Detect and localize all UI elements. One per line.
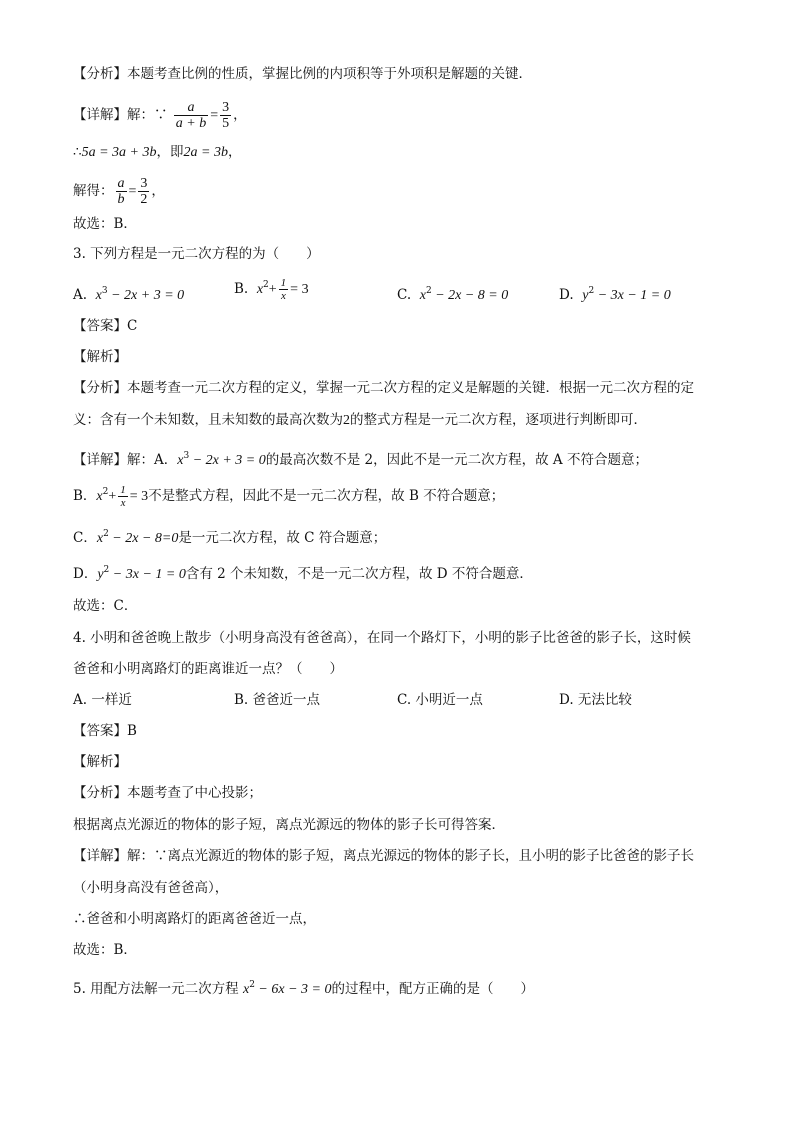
q2-analysis-text: 本题考查比例的性质，掌握比例的内项积等于外项积是解题的关键． — [127, 66, 532, 82]
q3-option-c — [397, 281, 508, 306]
q3-opt-a-sup: 3 — [101, 286, 108, 296]
q3-detail-a-base: x — [177, 453, 184, 468]
q2-detail-prefix: 解：∵ — [127, 107, 168, 123]
q5-title-a: 5. 用配方法解一元二次方程 — [73, 981, 239, 997]
answer-tag: 【答案】 — [73, 318, 127, 334]
q4-analysis-line2: 根据离点光源近的物体的影子短，离点光源远的物体的影子长可得答案． — [73, 817, 505, 833]
q3-detail-a-prefix: 解：A． — [127, 452, 178, 468]
q2-detail-line — [73, 100, 247, 131]
q3-opt-c-sup: 2 — [425, 286, 432, 296]
q5-eq-base: x — [242, 982, 250, 997]
q3-opt-d-label: D. — [559, 287, 574, 303]
q5-title-b: 的过程中，配方正确的是（ ） — [331, 981, 534, 997]
q3-opt-b-frac — [279, 277, 289, 302]
analysis-tag: 【分析】 — [73, 66, 127, 82]
q2-step3-end: ， — [151, 183, 165, 199]
q3-detail-c-text: 是一元二次方程，故 C 符合题意； — [178, 530, 387, 546]
q2-step3-line — [73, 176, 165, 207]
answer-tag: 【答案】 — [73, 723, 127, 739]
q4-option-b: B. 爸爸近一点 — [234, 692, 321, 708]
q2-step3-rfrac — [138, 176, 149, 207]
q3-explain-tag: 【解析】 — [73, 349, 127, 365]
q3-detail-a-sup: 3 — [183, 451, 190, 461]
q3-detail-b-den: x — [120, 497, 126, 509]
q3-analysis-text1: 本题考查一元二次方程的定义，掌握一元二次方程的定义是解题的关键．根据一元二次方程的定 — [127, 380, 694, 396]
q4-detail-line2: （小明身高没有爸爸高）， — [73, 880, 229, 896]
q4-answer-line — [73, 721, 137, 741]
q3-opt-d-rest: − 3x − 1 = 0 — [594, 288, 671, 303]
q5-eq-rest: − 6x − 3 = 0 — [254, 982, 332, 997]
q4-choose: 故选：B． — [73, 942, 137, 958]
q3-detail-b-base: x — [96, 489, 103, 504]
q3-detail-c-rest: − 2x − 8=0 — [108, 531, 179, 546]
q3-opt-b-plus: + — [268, 282, 277, 297]
q2-step3-rden: 2 — [140, 192, 148, 207]
q4-detail-line1 — [73, 846, 694, 866]
q3-opt-a-rest: − 2x + 3 = 0 — [107, 288, 185, 303]
q3-detail-a-line — [73, 446, 648, 471]
q3-opt-b-label: B. — [234, 281, 249, 297]
q4-title-line1: 4. 小明和爸爸晚上散步（小明身高没有爸爸高），在同一个路灯下，小明的影子比爸爸的影子长，这时候 — [73, 630, 691, 646]
q3-detail-c-sup: 2 — [103, 529, 109, 539]
detail-tag: 【详解】 — [73, 848, 127, 864]
q4-detail-text1: 解：∵离点光源近的物体的影子短，离点光源远的物体的影子长，且小明的影子比爸爸的影子长 — [127, 848, 694, 864]
q3-detail-d-line — [73, 560, 533, 585]
q3-opt-b-den: x — [280, 290, 286, 302]
q2-frac-num: a — [174, 100, 208, 116]
q3-detail-b-prefix: B． — [73, 488, 97, 504]
q3-detail-d-sup: 2 — [103, 565, 110, 575]
q3-choose: 故选：C． — [73, 598, 138, 614]
q2-eq-sign: = — [210, 108, 219, 123]
q3-analysis-text2a: 义：含有一个未知数，且未知数的最高次数为 — [73, 412, 343, 428]
q2-fraction-rhs — [220, 100, 231, 131]
q3-title: 3. 下列方程是一元二次方程的为（ ） — [73, 246, 320, 262]
q4-title-line2: 爸爸和小明离路灯的距离谁近一点？（ ） — [73, 661, 343, 677]
q3-detail-b-text: 不是整式方程，因此不是一元二次方程，故 B 不符合题意； — [148, 488, 505, 504]
q3-option-d — [559, 281, 671, 306]
q3-opt-b-base: x — [256, 282, 264, 297]
q2-step2-end: ， — [227, 144, 242, 160]
q2-step2-eq: 5a = 3a + 3b — [81, 145, 157, 160]
q3-opt-c-label: C. — [397, 287, 412, 303]
q4-answer-value: B — [127, 723, 137, 739]
therefore-symbol: ∴ — [73, 144, 82, 160]
q2-step2-line — [73, 142, 241, 163]
analysis-tag: 【分析】 — [73, 785, 127, 801]
analysis-tag: 【分析】 — [73, 380, 127, 396]
q3-opt-c-rest: − 2x − 8 = 0 — [431, 288, 509, 303]
q2-step3-rnum: 3 — [140, 176, 148, 191]
q4-option-a: A. 一样近 — [73, 692, 132, 708]
q4-analysis-text: 本题考查了中心投影； — [127, 785, 262, 801]
q4-option-d: D. 无法比较 — [559, 692, 632, 708]
q3-analysis-text2b: 的整式方程是一元二次方程，逐项进行判断即可． — [350, 412, 647, 428]
q3-opt-c-base: x — [419, 288, 426, 303]
q3-detail-c-line — [73, 524, 386, 549]
q3-opt-b-sup: 2 — [263, 280, 269, 290]
detail-tag: 【详解】 — [73, 452, 127, 468]
q3-detail-d-prefix: D． — [73, 566, 98, 582]
q3-detail-b-frac — [118, 484, 128, 509]
q3-detail-b-plus: + — [108, 489, 117, 504]
q3-opt-b-num: 1 — [280, 277, 287, 289]
q2-frac-den: a + b — [175, 116, 207, 131]
q2-step3-eq: = — [128, 184, 137, 199]
q3-detail-b-sup: 2 — [102, 487, 109, 497]
q4-detail-line3: ∴爸爸和小明离路灯的距离爸爸近一点， — [73, 911, 316, 927]
q5-title-line — [73, 975, 534, 1000]
q3-answer-value: C — [127, 318, 138, 334]
q2-rhs-den: 5 — [222, 116, 230, 131]
q3-detail-d-rest: − 3x − 1 = 0 — [109, 567, 186, 582]
q2-step3-num: a — [117, 176, 125, 191]
q3-detail-d-base: y — [97, 567, 104, 582]
q3-opt-b-rest: = 3 — [290, 282, 309, 297]
q3-option-a — [73, 281, 184, 306]
q3-detail-c-prefix: C． — [73, 530, 97, 546]
q2-step3-lead: 解得： — [73, 183, 114, 199]
q3-detail-b-line — [73, 482, 504, 509]
q2-step3-frac — [116, 176, 127, 207]
q3-opt-a-base: x — [95, 288, 102, 303]
q2-rhs-num: 3 — [222, 100, 230, 115]
q5-eq-sup: 2 — [249, 980, 255, 990]
q3-detail-a-text: 的最高次数不是 2，因此不是一元二次方程，故 A 不符合题意； — [265, 452, 648, 468]
q2-analysis-line — [73, 64, 532, 84]
q3-detail-b-rest: = 3 — [129, 489, 149, 504]
q4-explain-tag: 【解析】 — [73, 754, 127, 770]
q3-detail-c-base: x — [96, 531, 104, 546]
q3-opt-d-sup: 2 — [588, 286, 595, 296]
q3-detail-d-text: 含有 2 个未知数，不是一元二次方程，故 D 不符合题意． — [185, 566, 533, 582]
q4-option-c: C. 小明近一点 — [397, 692, 483, 708]
q4-analysis-line — [73, 783, 262, 803]
q3-detail-b-num: 1 — [120, 484, 126, 496]
q3-analysis-line1 — [73, 378, 694, 398]
q3-answer-line — [73, 316, 137, 336]
q2-step2-eq2: 2a = 3b — [183, 145, 228, 160]
q2-step3-den: b — [117, 192, 125, 207]
q3-opt-a-label: A. — [73, 287, 88, 303]
q2-fraction-lhs — [174, 100, 208, 131]
q2-choose: 故选：B． — [73, 216, 137, 232]
q3-analysis-line2 — [73, 410, 647, 431]
detail-tag: 【详解】 — [73, 107, 127, 123]
q3-option-b — [234, 275, 309, 302]
q2-comma: ， — [233, 107, 247, 123]
q3-analysis-num: 2 — [343, 413, 350, 428]
q3-opt-d-base: y — [582, 288, 589, 303]
q3-detail-a-rest: − 2x + 3 = 0 — [189, 453, 266, 468]
q2-step2-mid: ，即 — [156, 144, 184, 160]
